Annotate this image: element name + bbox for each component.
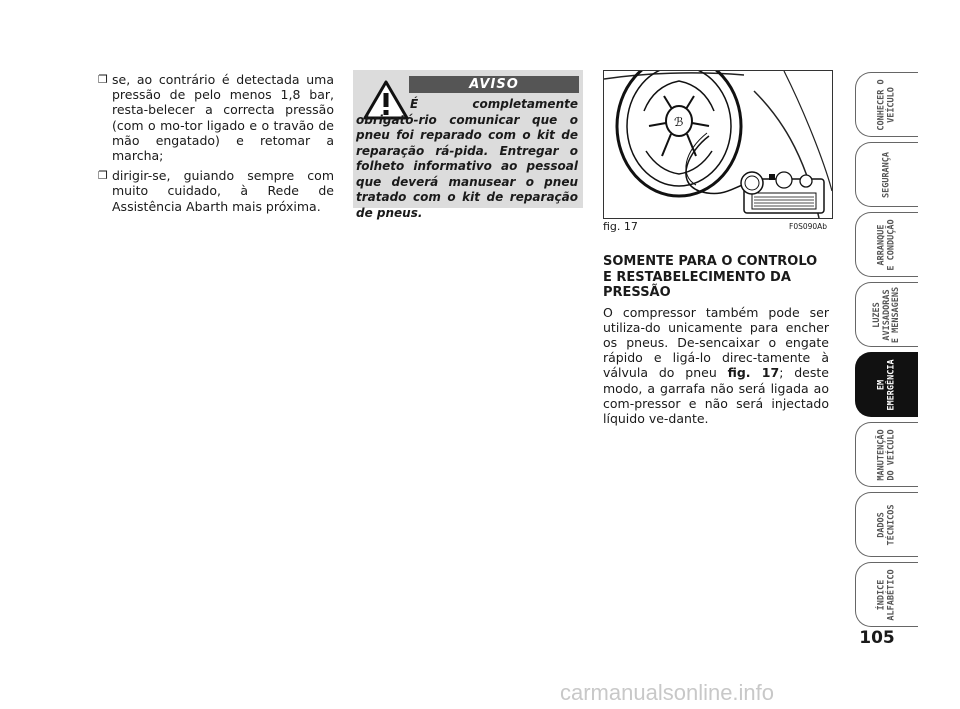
warning-box <box>353 70 583 220</box>
tab-label: EM EMERGÊNCIA <box>876 358 896 411</box>
bullet-text: se, ao contrário é detectada uma pressão de pelo menos 1,8 bar, resta-belecer a correcta pressão (com o mo-tor ligado e o travão de mão engatado) e retomar a marcha; <box>112 72 334 164</box>
tyre-and-compressor-illustration <box>604 71 832 218</box>
warning-text: É completamente obrigató-rio comunicar que o pneu foi reparado com o kit de reparação rá-pida. Entregar o folheto informativo ao pessoal que deverá manusear o pneu tratado com o kit de reparação de pneus. <box>356 97 578 220</box>
figure-caption: fig. 17 <box>603 220 638 233</box>
checkbox-bullet-icon: ❐ <box>98 169 108 183</box>
tab-luzes-avisadoras[interactable] <box>855 282 918 347</box>
tab-em-emergencia[interactable] <box>855 352 918 417</box>
tab-label: MANUTENÇÃO DO VEÍCULO <box>876 428 896 481</box>
tab-indice-alfabetico[interactable] <box>855 562 918 627</box>
tab-manutencao-do-veiculo[interactable] <box>855 422 918 487</box>
tab-conhecer-o-veiculo[interactable] <box>855 72 918 137</box>
list-item <box>98 168 334 214</box>
watermark: carmanualsonline.info <box>560 680 775 705</box>
tab-seguranca[interactable] <box>855 142 918 207</box>
figure-reference: fig. 17 <box>727 365 780 381</box>
tab-label: SEGURANÇA <box>881 151 892 198</box>
tab-label: ARRANQUE E CONDUÇÃO <box>876 218 896 271</box>
section-paragraph <box>603 305 829 427</box>
paragraph-text: O compressor também pode ser utiliza-do unicamente para encher os pneus. De-sencaixar o engate rápido e ligá-lo direc-tamente à válvula do pneu <box>603 304 829 381</box>
left-column <box>98 72 334 219</box>
figure-code: F0S090Ab <box>789 222 828 231</box>
tab-label: DADOS TÉCNICOS <box>876 504 896 545</box>
tab-label: ÍNDICE ALFABÉTICO <box>876 568 896 621</box>
bullet-text: dirigir-se, guiando sempre com muito cuidado, à Rede de Assistência Abarth mais próxima. <box>112 168 334 214</box>
tab-dados-tecnicos[interactable] <box>855 492 918 557</box>
warning-heading: AVISO <box>409 76 579 93</box>
section-block <box>603 254 829 426</box>
paragraph-text: ; deste modo, a garrafa não será ligada ao com-pressor e não será injectado líquido ve-dante. <box>603 365 829 426</box>
page-number: 105 <box>859 628 895 648</box>
tab-arranque-e-conducao[interactable] <box>855 212 918 277</box>
checkbox-bullet-icon: ❐ <box>98 73 108 86</box>
svg-text:ℬ: ℬ <box>674 115 684 129</box>
section-title: SOMENTE PARA O CONTROLO E RESTABELECIMENTO DA PRESSÃO <box>603 254 818 300</box>
list-item <box>98 72 334 163</box>
tab-label: LUZES AVISADORAS E MENSAGENS <box>871 286 901 343</box>
figure-17 <box>603 70 833 219</box>
tab-label: CONHECER O VEÍCULO <box>876 78 896 131</box>
